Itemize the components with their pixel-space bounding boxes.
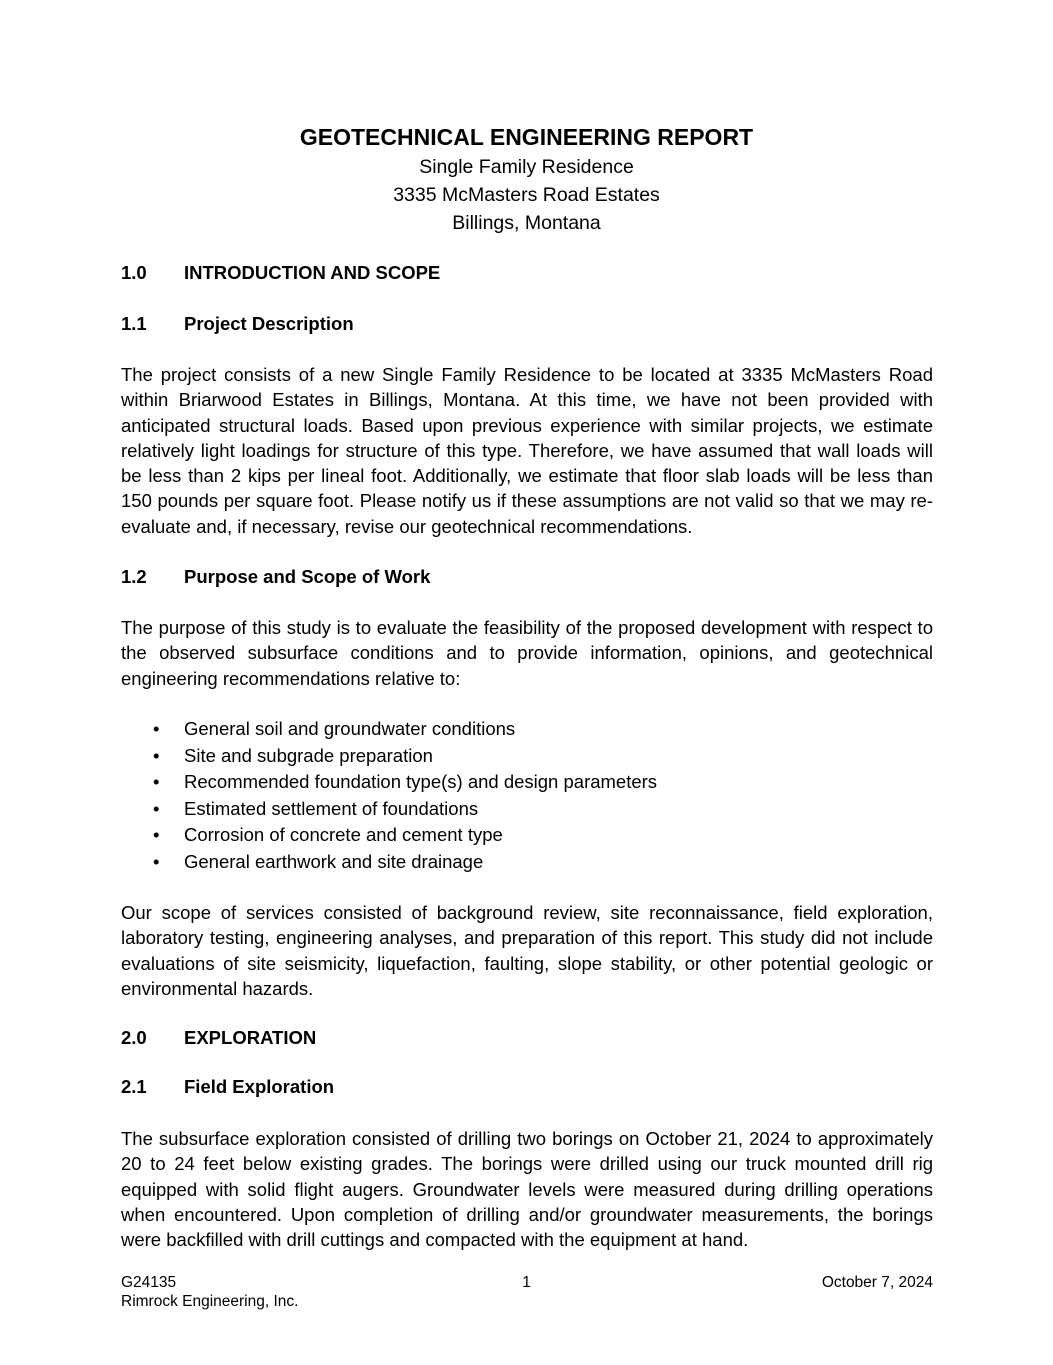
recommendations-list xyxy=(121,716,657,875)
paragraph-project-description: The project consists of a new Single Family Residence to be located at 3335 McMasters Road within Briarwood Estates in Billings, Montana. At this time, we have not been provided with anticipated structural loads. Based upon previous experience with similar projects, we estimate relatively light loadings for structure of this type. Therefore, we have assumed that wall loads will be less than 2 kips per lineal foot. Additionally, we estimate that floor slab loads will be less than 150 pounds per square foot. Please notify us if these assumptions are not valid so that we may re-evaluate and, if necessary, revise our geotechnical recommendations. xyxy=(121,364,933,537)
bullet-icon: • xyxy=(153,744,160,766)
bullet-icon: • xyxy=(153,797,160,819)
list-item: • Estimated settlement of foundations xyxy=(121,796,657,823)
section-title: Purpose and Scope of Work xyxy=(184,566,431,587)
section-number: 1.1 xyxy=(121,313,147,334)
list-item: • Site and subgrade preparation xyxy=(121,743,657,770)
subtitle-city: Billings, Montana xyxy=(452,212,601,234)
section-heading-project-description xyxy=(121,312,354,336)
section-title: Field Exploration xyxy=(184,1076,335,1097)
section-number: 1.2 xyxy=(121,566,147,587)
subtitle-location: 3335 McMasters Road Estates xyxy=(393,184,660,206)
bullet-icon: • xyxy=(153,824,160,845)
bullet-icon: • xyxy=(153,718,160,739)
section-number: 2.1 xyxy=(121,1076,147,1097)
section-title: EXPLORATION xyxy=(184,1027,317,1048)
paragraph-field-exploration: The subsurface exploration consisted of drilling two borings on October 21, 2024 to approximately 20 to 24 feet below existing grades. The borings were drilled using our truck mounted drill rig equipped with solid flight augers. Groundwater levels were measured during drilling operations when encountered. Upon completion of drilling and/or groundwater measurements, the borings were backfilled with drill cuttings and compacted with the equipment at hand. xyxy=(121,1128,933,1251)
section-title: Project Description xyxy=(184,313,354,334)
bullet-icon: • xyxy=(153,771,160,792)
subtitle-project: Single Family Residence xyxy=(419,156,634,178)
section-heading-field-exploration xyxy=(121,1075,334,1099)
section-title: INTRODUCTION AND SCOPE xyxy=(184,262,441,283)
footer-page-number: 1 xyxy=(522,1274,531,1291)
section-number: 2.0 xyxy=(121,1027,147,1048)
section-heading-exploration xyxy=(121,1026,316,1050)
list-item: • General soil and groundwater conditions xyxy=(121,716,657,743)
list-item: • Recommended foundation type(s) and design parameters xyxy=(121,769,657,796)
section-heading-intro xyxy=(121,261,440,285)
section-heading-purpose xyxy=(121,565,430,589)
list-item: • General earthwork and site drainage xyxy=(121,849,657,876)
footer-date: October 7, 2024 xyxy=(821,1274,933,1291)
title-block xyxy=(0,121,1053,237)
document-title: GEOTECHNICAL ENGINEERING REPORT xyxy=(299,124,754,150)
bullet-icon: • xyxy=(153,850,160,872)
footer-company: Rimrock Engineering, Inc. xyxy=(121,1293,299,1310)
footer-project-number: G24135 xyxy=(121,1274,177,1291)
paragraph-purpose-intro: The purpose of this study is to evaluate the feasibility of the proposed development with respect to the observed subsurface conditions and to provide information, opinions, and geotechnical engineering recommendations relative to: xyxy=(121,617,933,689)
paragraph-scope-services: Our scope of services consisted of background review, site reconnaissance, field exploration, laboratory testing, engineering analyses, and preparation of this report. This study did not include evaluations of site seismicity, liquefaction, faulting, slope stability, or other potential geologic or environmental hazards. xyxy=(121,902,933,999)
section-number: 1.0 xyxy=(121,262,147,283)
list-item: • Corrosion of concrete and cement type xyxy=(121,822,657,849)
